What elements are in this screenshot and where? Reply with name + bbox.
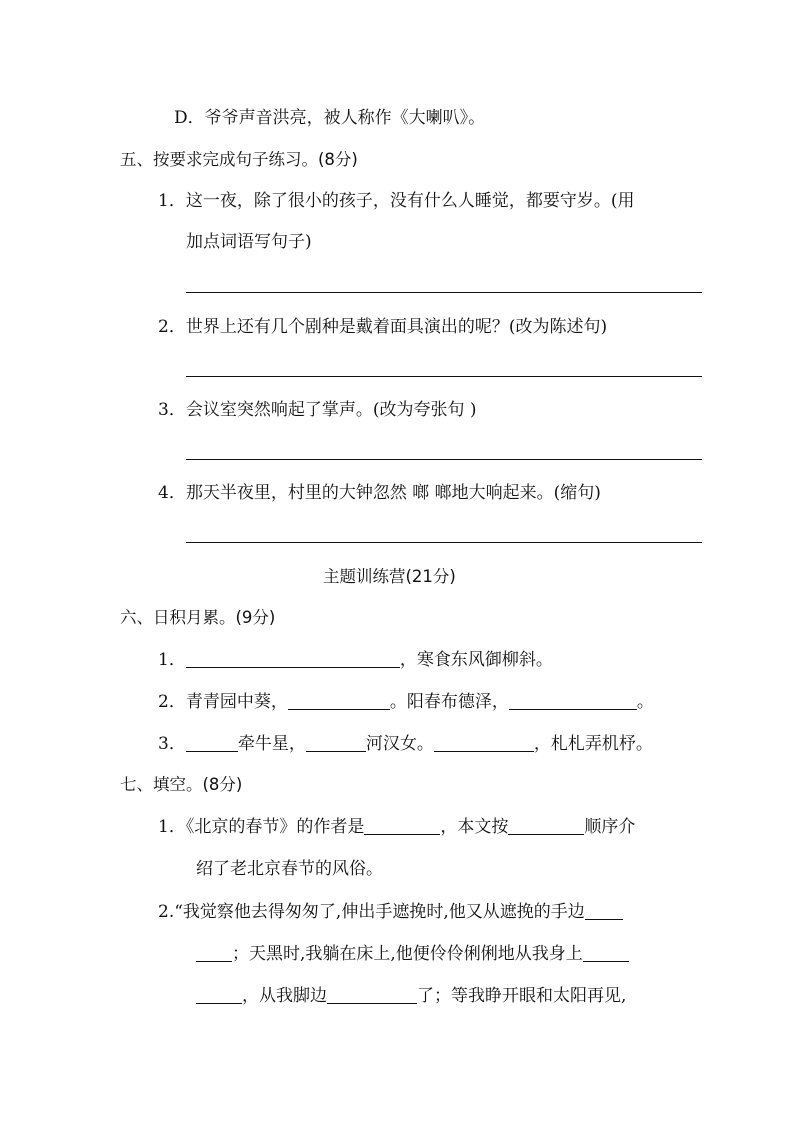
- s7-q2-line3: [196, 984, 626, 1008]
- section-5-title: 五、按要求完成句子练习。(8分): [120, 150, 358, 169]
- s6-q3-blank-3[interactable]: [434, 733, 534, 752]
- s7-q1-line1: [158, 815, 635, 839]
- s7-q2-blank-1a[interactable]: [585, 901, 623, 920]
- s7-q2-text-1: 2.“我觉察他去得匆匆了,伸出手遮挽时,他又从遮挽的手边: [158, 902, 585, 922]
- s6-q2-a: 2．青青园中葵，: [158, 692, 288, 712]
- s7-q1-line2: 绍了老北京春节的风俗。: [196, 859, 383, 879]
- s7-q2-blank-3[interactable]: [327, 985, 417, 1004]
- section-7-title: 七、填空。(8分): [120, 775, 243, 794]
- s6-q2-blank-1[interactable]: [288, 691, 390, 710]
- s6-q3: [158, 732, 653, 756]
- s7-q2-line1: [158, 900, 623, 924]
- s6-q1: [158, 648, 553, 672]
- s7-q1-a: 1．《北京的春节》的作者是: [158, 817, 365, 837]
- s5-q1-line2: 加点词语写句子): [186, 232, 312, 252]
- s7-q2-text-2: ；天黑时,我躺在床上,他便伶伶俐俐地从我身上: [232, 944, 583, 964]
- s6-q3-blank-1[interactable]: [186, 733, 238, 752]
- s6-q3-b: 河汉女。: [365, 734, 434, 754]
- s7-q2-text-3: ，从我脚边: [242, 986, 327, 1006]
- s5-q2: 2．世界上还有几个剧种是戴着面具演出的呢？(改为陈述句): [158, 317, 608, 337]
- s6-q2: [158, 690, 654, 714]
- s7-q1-c: 顺序介: [584, 817, 636, 837]
- s7-q2-blank-2b[interactable]: [196, 985, 242, 1004]
- s6-q2-blank-2[interactable]: [509, 691, 637, 710]
- s7-q1-b: ，本文按: [440, 817, 509, 837]
- s5-q3-answer-line[interactable]: [186, 459, 702, 460]
- s7-q2-line2: [196, 942, 629, 966]
- s6-q1-blank[interactable]: [186, 649, 400, 668]
- s5-q2-answer-line[interactable]: [186, 376, 702, 377]
- s6-q3-number: 3．: [158, 734, 186, 754]
- s5-q1-line1: 1．这一夜，除了很小的孩子，没有什么人睡觉，都要守岁。(用: [158, 191, 635, 211]
- s6-q3-c: ，札札弄机杼。: [533, 734, 653, 754]
- s6-q3-blank-2[interactable]: [306, 733, 366, 752]
- s7-q2-blank-1b[interactable]: [196, 943, 232, 962]
- s6-q2-c: 。: [636, 692, 654, 712]
- s7-q2-text-4: 了；等我睁开眼和太阳再见,: [417, 986, 627, 1006]
- s5-q1-answer-line[interactable]: [186, 292, 702, 293]
- s5-q3: 3．会议室突然响起了掌声。(改为夸张句 ): [158, 400, 477, 420]
- theme-title: 主题训练营(21分): [323, 567, 456, 586]
- section-6-title: 六、日积月累。(9分): [120, 608, 276, 627]
- s6-q2-b: 。阳春布德泽，: [389, 692, 509, 712]
- option-d: D．爷爷声音洪亮，被人称作《大喇叭》。: [174, 108, 486, 128]
- s6-q1-text: ，寒食东风御柳斜。: [399, 650, 553, 670]
- s7-q1-blank-1[interactable]: [364, 816, 440, 835]
- s7-q1-blank-2[interactable]: [508, 816, 584, 835]
- s7-q2-blank-2a[interactable]: [583, 943, 629, 962]
- s5-q4-answer-line[interactable]: [186, 542, 702, 543]
- s6-q3-a: 牵牛星，: [237, 734, 306, 754]
- s6-q1-number: 1．: [158, 650, 186, 670]
- s5-q4: 4．那天半夜里，村里的大钟忽然 啷 啷地大响起来。(缩句): [158, 483, 601, 503]
